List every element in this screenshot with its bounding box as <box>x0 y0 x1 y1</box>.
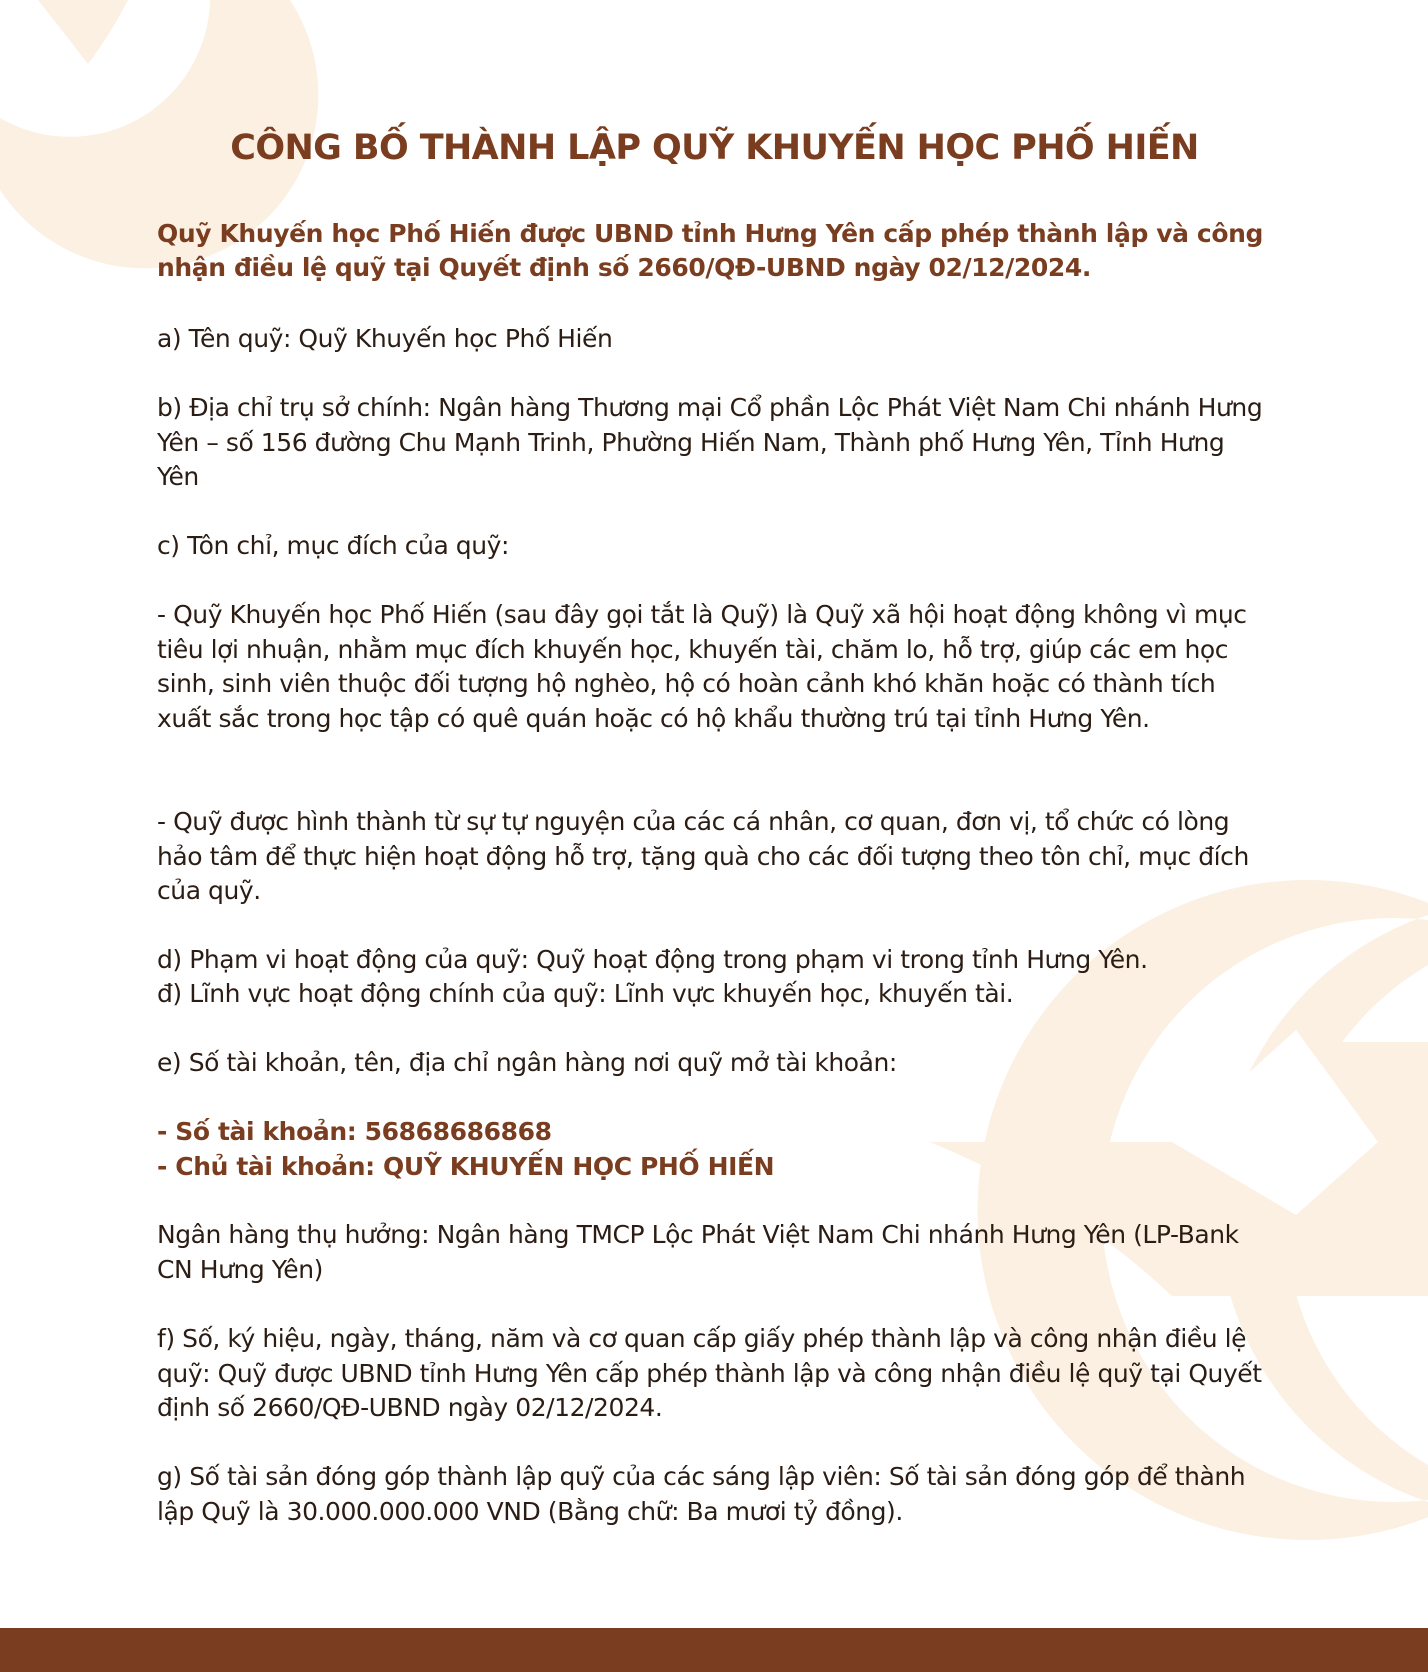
top-left-shield-decoration <box>38 0 128 64</box>
item-field-of-activity: đ) Lĩnh vực hoạt động chính của quỹ: Lĩnh vực khuyến học, khuyến tài. <box>157 979 1014 1008</box>
item-license-info: f) Số, ký hiệu, ngày, tháng, năm và cơ quan cấp giấy phép thành lập và công nhận điều lệ quỹ: Quỹ được UBND tỉnh Hưng Yên cấp phép thành lập và công nhận điều lệ quỹ tại Quyết định số 2660/QĐ-UBND ngày 02/12/2024. <box>157 1324 1262 1422</box>
item-bank-account-heading: e) Số tài khoản, tên, địa chỉ ngân hàng nơi quỹ mở tài khoản: <box>157 1048 897 1077</box>
account-holder: - Chủ tài khoản: QUỸ KHUYẾN HỌC PHỐ HIẾN <box>157 1152 775 1181</box>
item-founding-assets: g) Số tài sản đóng góp thành lập quỹ của các sáng lập viên: Số tài sản đóng góp để thành lập Quỹ là 30.000.000.000 VND (Bằng chữ: Ba mươi tỷ đồng). <box>157 1462 1246 1526</box>
item-head-office-address: b) Địa chỉ trụ sở chính: Ngân hàng Thương mại Cổ phần Lộc Phát Việt Nam Chi nhánh Hưng Yên – số 156 đường Chu Mạnh Trinh, Phường Hiến Nam, Thành phố Hưng Yên, Tỉnh Hưng Yên <box>157 393 1263 491</box>
purpose-bullet-1: - Quỹ Khuyến học Phố Hiến (sau đây gọi tắt là Quỹ) là Quỹ xã hội hoạt động không vì mục tiêu lợi nhuận, nhằm mục đích khuyến học, khuyến tài, chăm lo, hỗ trợ, giúp các em học sinh, sinh viên thuộc đối tượng hộ nghèo, hộ có hoàn cảnh khó khăn hoặc có thành tích xuất sắc trong học tập có quê quán hoặc có hộ khẩu thường trú tại tỉnh Hưng Yên. <box>157 600 1247 733</box>
footer-bar <box>0 1628 1428 1672</box>
page-title: CÔNG BỐ THÀNH LẬP QUỸ KHUYẾN HỌC PHỐ HIẾN <box>230 128 1199 168</box>
item-scope-of-operation: d) Phạm vi hoạt động của quỹ: Quỹ hoạt động trong phạm vi trong tỉnh Hưng Yên. <box>157 945 1148 974</box>
account-number: - Số tài khoản: 56868686868 <box>157 1117 552 1146</box>
item-fund-name: a) Tên quỹ: Quỹ Khuyến học Phố Hiến <box>157 324 613 353</box>
beneficiary-bank: Ngân hàng thụ hưởng: Ngân hàng TMCP Lộc Phát Việt Nam Chi nhánh Hưng Yên (LP-Bank CN Hưng Yên) <box>157 1220 1239 1284</box>
purpose-bullet-2: - Quỹ được hình thành từ sự tự nguyện của các cá nhân, cơ quan, đơn vị, tổ chức có lòng hảo tâm để thực hiện hoạt động hỗ trợ, tặng quà cho các đối tượng theo tôn chỉ, mục đích của quỹ. <box>157 807 1249 905</box>
item-purpose-heading: c) Tôn chỉ, mục đích của quỹ: <box>157 531 509 560</box>
lead-paragraph: Quỹ Khuyến học Phố Hiến được UBND tỉnh Hưng Yên cấp phép thành lập và công nhận điều lệ quỹ tại Quyết định số 2660/QĐ-UBND ngày 02/12/2024. <box>157 219 1263 282</box>
